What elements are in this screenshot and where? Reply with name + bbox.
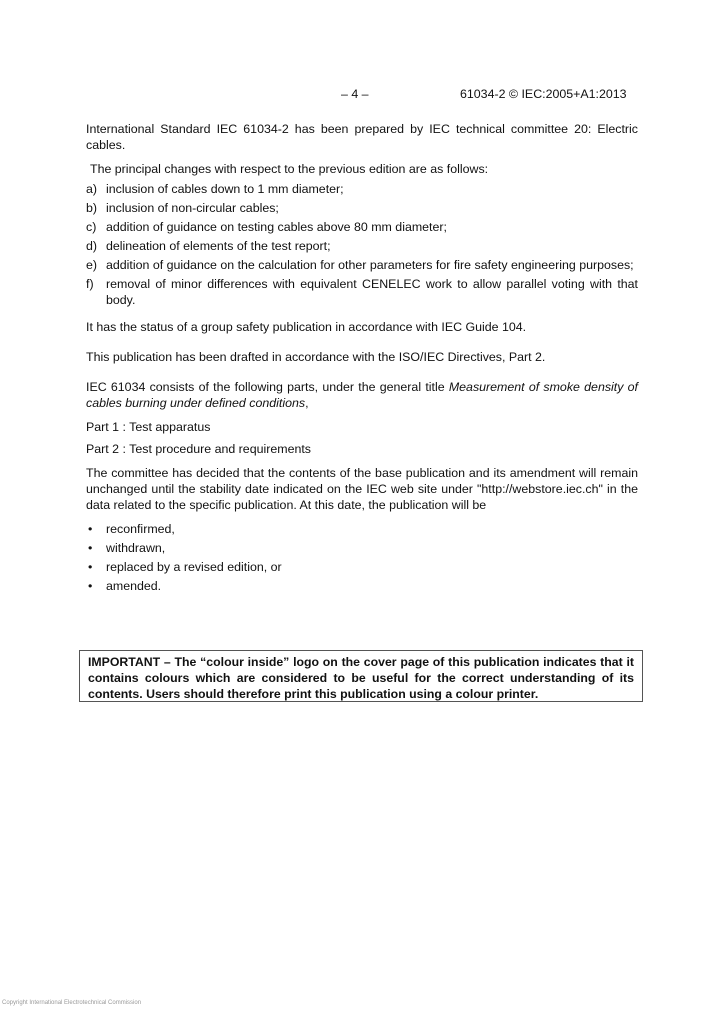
changes-list bbox=[86, 181, 638, 308]
drafted-paragraph: This publication has been drafted in accordance with the ISO/IEC Directives, Part 2. bbox=[86, 350, 546, 364]
page-header bbox=[0, 86, 724, 102]
list-marker: b) bbox=[86, 201, 98, 215]
list-item-text: addition of guidance on testing cables above 80 mm diameter; bbox=[106, 220, 447, 234]
bullet-icon: • bbox=[88, 560, 93, 574]
intro-paragraph: International Standard IEC 61034-2 has been prepared by IEC technical committee 20: Electric cables. bbox=[86, 122, 638, 152]
list-marker: e) bbox=[86, 258, 98, 272]
list-item bbox=[86, 540, 638, 556]
bullet-icon: • bbox=[88, 579, 93, 593]
list-item-text: replaced by a revised edition, or bbox=[106, 560, 282, 574]
bullet-icon: • bbox=[88, 541, 93, 555]
outcomes-list bbox=[86, 521, 638, 594]
bullet-icon: • bbox=[88, 522, 93, 536]
committee-paragraph: The committee has decided that the contents of the base publication and its amendment will remain unchanged until the stability date indicated on the IEC web site under "http://webstore.iec.ch" in the data related to the specific publication. At this date, the publication will be bbox=[86, 466, 638, 512]
copyright-footer: Copyright International Electrotechnical Commission bbox=[2, 1000, 142, 1006]
list-marker: c) bbox=[86, 220, 97, 234]
list-item bbox=[86, 200, 638, 216]
list-item-text: addition of guidance on the calculation for other parameters for fire safety engineering purposes; bbox=[106, 258, 634, 272]
status-paragraph: It has the status of a group safety publication in accordance with IEC Guide 104. bbox=[86, 320, 527, 334]
list-marker: a) bbox=[86, 182, 98, 196]
list-item-text: withdrawn, bbox=[106, 541, 166, 555]
standard-identifier: 61034-2 © IEC:2005+A1:2013 bbox=[460, 87, 627, 101]
list-item bbox=[86, 181, 638, 197]
list-item-text: delineation of elements of the test report; bbox=[106, 239, 331, 253]
list-item-text: removal of minor differences with equivalent CENELEC work to allow parallel voting with that body. bbox=[106, 277, 638, 307]
list-item-text: reconfirmed, bbox=[106, 522, 175, 536]
list-item-text: inclusion of cables down to 1 mm diameter; bbox=[106, 182, 344, 196]
list-item bbox=[86, 276, 638, 308]
page-number: – 4 – bbox=[341, 87, 369, 101]
part-1: Part 1 : Test apparatus bbox=[86, 420, 211, 434]
list-item bbox=[86, 257, 638, 273]
part-2: Part 2 : Test procedure and requirements bbox=[86, 442, 311, 456]
list-item bbox=[86, 219, 638, 235]
general-title: Measurement of smoke density of cables burning under defined conditions bbox=[86, 380, 638, 410]
list-marker: d) bbox=[86, 239, 98, 253]
changes-intro: The principal changes with respect to the previous edition are as follows: bbox=[90, 162, 489, 176]
list-item bbox=[86, 578, 638, 594]
list-item-text: inclusion of non-circular cables; bbox=[106, 201, 279, 215]
list-item bbox=[86, 521, 638, 537]
list-item bbox=[86, 238, 638, 254]
parts-intro: IEC 61034 consists of the following parts, under the general title Measurement of smoke density of cables burning under defined conditions, bbox=[86, 380, 638, 410]
list-marker: f) bbox=[86, 277, 94, 291]
list-item-text: amended. bbox=[106, 579, 162, 593]
document-body bbox=[86, 121, 638, 597]
list-item bbox=[86, 559, 638, 575]
important-notice-box: IMPORTANT – The “colour inside” logo on the cover page of this publication indicates that it contains colours which are considered to be useful for the correct understanding of its contents. Users should therefore print this publication using a colour printer. bbox=[79, 650, 643, 702]
